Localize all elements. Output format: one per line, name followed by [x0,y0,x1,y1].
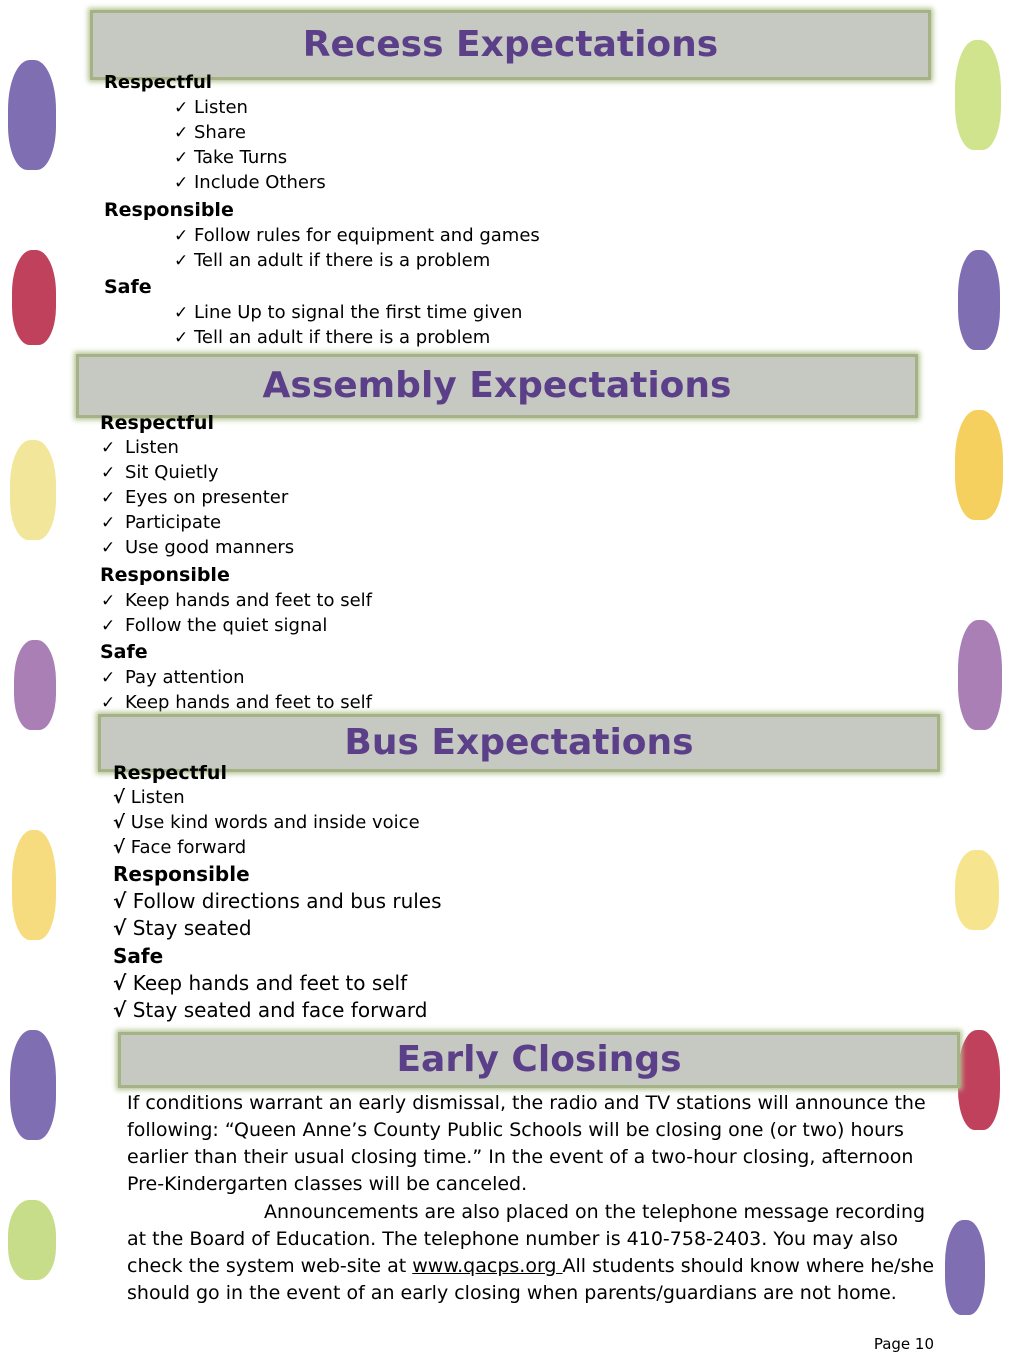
list-item: ✓ Use good manners [101,537,295,558]
recess-safe-heading: Safe [104,276,152,298]
check-icon: ✓ [101,513,116,533]
check-icon: ✓ [174,123,189,143]
list-item: √ Face forward [113,837,247,858]
check-icon: √ [113,837,126,858]
early-closings-title: Early Closings [396,1039,682,1080]
assembly-title: Assembly Expectations [262,365,732,406]
check-icon: ✓ [101,488,116,508]
list-item: ✓ Keep hands and feet to self [101,692,373,713]
list-item: ✓ Keep hands and feet to self [101,590,373,611]
check-icon: ✓ [174,173,189,193]
check-icon: ✓ [174,148,189,168]
check-icon: ✓ [174,98,189,118]
list-item: ✓ Eyes on presenter [101,487,289,508]
early-closings-banner [118,1032,960,1088]
list-item: ✓ Tell an adult if there is a problem [174,327,491,348]
recess-title: Recess Expectations [302,24,719,65]
list-item: ✓ Follow the quiet signal [101,615,328,636]
check-icon: ✓ [101,616,116,636]
check-icon: √ [113,971,127,995]
assembly-banner [76,354,918,418]
recess-responsible-heading: Responsible [104,199,234,221]
check-icon: ✓ [174,251,189,271]
list-item: √ Stay seated and face forward [113,998,428,1022]
list-item: ✓ Tell an adult if there is a problem [174,250,491,271]
check-icon: ✓ [101,538,116,558]
check-icon: ✓ [174,226,189,246]
bus-respectful-heading: Respectful [113,762,227,784]
list-item: ✓ Include Others [174,172,326,193]
recess-respectful-heading: Respectful [104,72,212,93]
list-item: ✓ Share [174,122,246,143]
bus-title: Bus Expectations [344,722,694,763]
list-item: ✓ Participate [101,512,222,533]
list-item: ✓ Listen [174,97,248,118]
list-item: ✓ Pay attention [101,667,245,688]
check-icon: √ [113,916,127,940]
check-icon: ✓ [174,303,189,323]
list-item: √ Follow directions and bus rules [113,889,442,913]
check-icon: ✓ [101,463,116,483]
early-closings-paragraph-1: If conditions warrant an early dismissal, the radio and TV stations will announce the following: “Queen Anne’s County Public Schools will be closing one (or two) hours earlier than their usual closing time.” In the event of a two-hour closing, afternoon Pre-Kindergarten classes will be canceled. [127,1092,926,1195]
list-item: ✓ Sit Quietly [101,462,219,483]
bus-responsible-heading: Responsible [113,862,250,886]
list-item: √ Keep hands and feet to self [113,971,408,995]
list-item: √ Stay seated [113,916,252,940]
bus-safe-heading: Safe [113,944,164,968]
paragraph-text: Announcements are also placed on the telephone message recording at the Board of Education. The telephone number is 410-758-2403. You may also check the system web-site at [127,1201,926,1277]
check-icon: √ [113,998,127,1022]
check-icon: ✓ [101,438,116,458]
list-item: ✓ Listen [101,437,179,458]
early-closings-paragraph-2 [127,1199,935,1307]
list-item: ✓ Take Turns [174,147,288,168]
check-icon: ✓ [101,693,116,713]
assembly-respectful-heading: Respectful [100,412,214,434]
qacps-website-link[interactable]: www.qacps.org [412,1255,563,1277]
assembly-responsible-heading: Responsible [100,564,230,586]
list-item: ✓ Line Up to signal the first time given [174,302,523,323]
check-icon: ✓ [174,328,189,348]
list-item: ✓ Follow rules for equipment and games [174,225,540,246]
recess-banner [90,10,931,80]
assembly-safe-heading: Safe [100,641,148,663]
check-icon: √ [113,812,126,833]
list-item: √ Use kind words and inside voice [113,812,420,833]
check-icon: ✓ [101,591,116,611]
paragraph-text: All students should know where he/she should go in the event of an early closing when parents/guardians are not home. [127,1255,935,1304]
check-icon: ✓ [101,668,116,688]
check-icon: √ [113,889,127,913]
page-number: Page 10 [873,1335,934,1353]
check-icon: √ [113,787,126,808]
list-item: √ Listen [113,787,185,808]
